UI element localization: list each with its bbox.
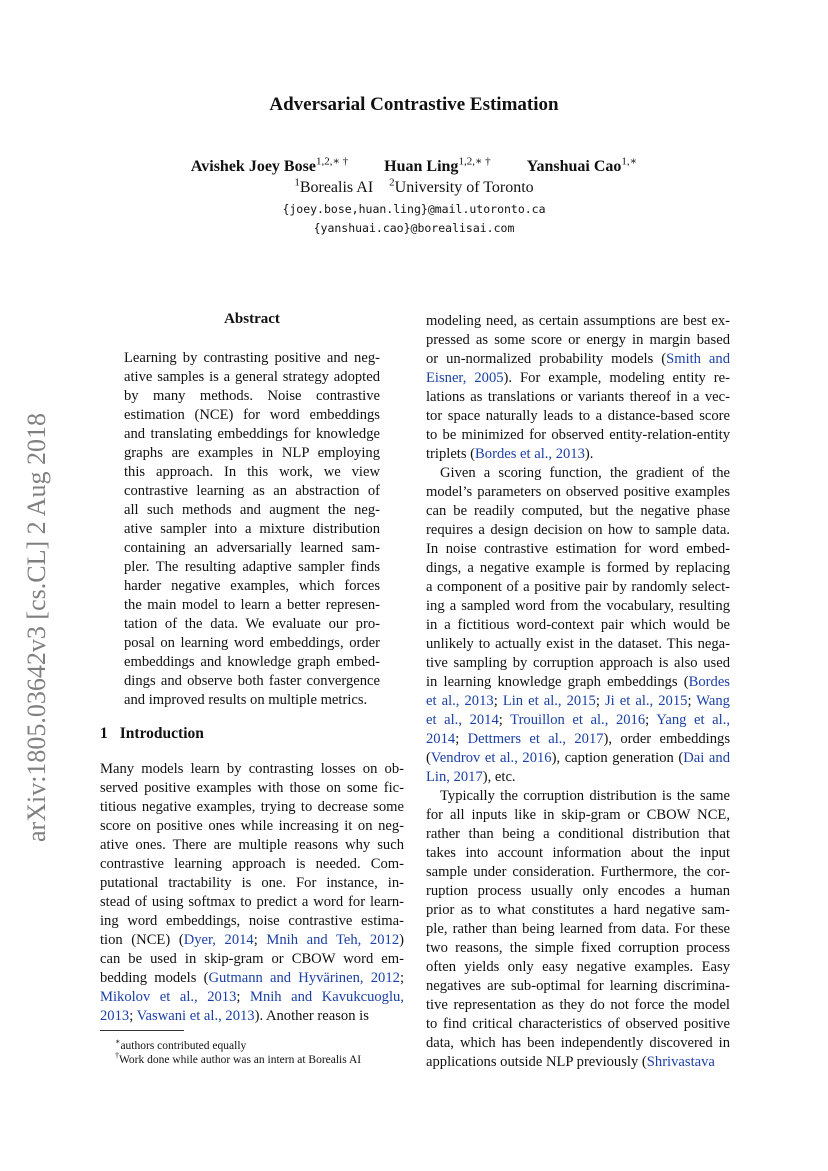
- text-line: harder negative examples, which forces: [124, 578, 380, 594]
- text-line: Lin, 2017), etc.: [426, 769, 516, 785]
- text-line: by many methods. Noise contrastive: [124, 388, 380, 404]
- text-line: graphs are examples in NLP employing: [124, 445, 380, 461]
- text-line: tor space naturally leads to a distance-based score: [426, 408, 730, 424]
- text-line: ative sampler into a mixture distribution: [124, 521, 380, 537]
- text-line: sample under consideration. Furthermore, the cor-: [426, 864, 730, 880]
- arxiv-identifier: arXiv:1805.03642v3 [cs.CL] 2 Aug 2018: [22, 413, 51, 842]
- text-line: score on positive ones while increasing it on neg-: [100, 818, 404, 834]
- citation-link[interactable]: Mnih and Kavukcuoglu,: [249, 989, 404, 1005]
- citation-link[interactable]: Dai and: [683, 750, 730, 766]
- email-line-2: {yanshuai.cao}@borealisai.com: [313, 221, 515, 235]
- text-line: negatives are sub-optimal for learning discrimina-: [426, 978, 730, 994]
- citation-link[interactable]: Ji et al., 2015: [604, 693, 688, 709]
- text-line: pler. The resulting adaptive sampler finds: [124, 559, 380, 575]
- text-line: requires a design decision on how to sample data.: [426, 522, 730, 538]
- text-line: stead of using softmax to predict a word for learn-: [100, 894, 404, 910]
- text-line: in a fictitious word-context pair which would be: [426, 617, 730, 633]
- author-list: [0, 155, 828, 176]
- text-line: ple, rather than being learned from data. For these: [426, 921, 730, 937]
- affiliation-2: $^2$University of Toronto: [389, 177, 534, 197]
- text-line: titious negative examples, trying to decrease some: [100, 799, 404, 815]
- text-line: or un-normalized probability models (Smith and: [426, 351, 731, 367]
- text-line: estimation (NCE) for word embeddings: [124, 407, 380, 423]
- text-line: this approach. In this work, we view: [124, 464, 380, 480]
- text-line: et al., 2014; Trouillon et al., 2016; Yang et al.,: [426, 712, 730, 728]
- abstract-body: [124, 349, 380, 710]
- citation-link[interactable]: Eisner, 2005: [426, 370, 504, 386]
- text-line: the main model to learn a better represen-: [124, 597, 380, 613]
- right-column-body: [426, 312, 730, 1072]
- text-line: all such methods and augment the neg-: [124, 502, 380, 518]
- text-line: (Vendrov et al., 2016), caption generation (Dai and: [426, 750, 730, 766]
- text-line: triplets (Bordes et al., 2013).: [426, 446, 594, 462]
- text-line: putational tractability is one. For instance, in-: [100, 875, 404, 891]
- text-line: two reasons, the simple fixed corruption process: [426, 940, 730, 956]
- text-line: contrastive learning as an abstraction of: [124, 483, 380, 499]
- citation-link[interactable]: Dyer, 2014: [183, 932, 254, 948]
- section-heading-introduction: [100, 725, 204, 743]
- author-1: Avishek Joey Bose$^{1,2,∗ \dagger}$: [190, 156, 349, 176]
- text-line: and improved results on multiple metrics.: [124, 692, 368, 708]
- citation-link[interactable]: Mikolov et al., 2013: [100, 989, 237, 1005]
- citation-link[interactable]: Vendrov et al., 2016: [430, 750, 552, 766]
- text-line: Eisner, 2005). For example, modeling entity re-: [426, 370, 730, 386]
- affiliation-1: $^1$Borealis AI: [294, 177, 374, 197]
- citation-link[interactable]: Smith and: [666, 351, 731, 367]
- footnote-2: †Work done while author was an intern at Borealis AI: [115, 1051, 362, 1066]
- text-line: often yields only easy negative examples. Easy: [426, 959, 730, 975]
- text-line: Given a scoring function, the gradient of the: [440, 465, 730, 481]
- text-line: Mikolov et al., 2013; Mnih and Kavukcuoglu,: [100, 989, 404, 1005]
- text-line: contrastive learning approach is needed. Com-: [100, 856, 404, 872]
- section-number: 1: [100, 725, 108, 742]
- citation-link[interactable]: Vaswani et al., 2013: [136, 1008, 255, 1024]
- text-line: et al., 2013; Lin et al., 2015; Ji et al., 2015; Wang: [426, 693, 730, 709]
- introduction-body: [100, 760, 404, 1026]
- citation-link[interactable]: Bordes: [688, 674, 730, 690]
- citation-link[interactable]: Trouillon et al., 2016: [510, 712, 646, 728]
- text-line: a component of a positive pair by randomly select-: [426, 579, 730, 595]
- text-line: rather than being a conditional distribution that: [426, 826, 730, 842]
- text-line: for all inputs like in skip-gram or CBOW NCE,: [426, 807, 730, 823]
- text-line: in learning knowledge graph embeddings (Bordes: [426, 674, 730, 690]
- citation-link[interactable]: Gutmann and Hyvärinen, 2012: [208, 970, 400, 986]
- text-line: to find critical characteristics of observed positive: [426, 1016, 730, 1032]
- citation-link[interactable]: Lin, 2017: [426, 769, 483, 785]
- citation-link[interactable]: 2014: [426, 731, 456, 747]
- citation-link[interactable]: Dettmers et al., 2017: [467, 731, 604, 747]
- citation-link[interactable]: Shrivastava: [646, 1054, 715, 1070]
- text-line: data, which has been independently discovered in: [426, 1035, 730, 1051]
- text-line: Typically the corruption distribution is the same: [440, 788, 730, 804]
- text-line: embeddings and knowledge graph embed-: [124, 654, 380, 670]
- text-line: tion (NCE) (Dyer, 2014; Mnih and Teh, 2012): [100, 932, 404, 948]
- author-3: Yanshuai Cao$^{1,∗}$: [526, 156, 638, 176]
- email-line-1: {joey.bose,huan.ling}@mail.utoronto.ca: [282, 202, 546, 216]
- text-line: containing an adversarially learned sam-: [124, 540, 380, 556]
- text-line: ruption process usually only encodes a human: [426, 883, 730, 899]
- text-line: to be minimized for observed entity-relation-entity: [426, 427, 730, 443]
- text-line: posal on learning word embeddings, order: [124, 635, 380, 651]
- affiliations: [0, 177, 828, 197]
- citation-link[interactable]: Bordes et al., 2013: [475, 446, 585, 462]
- citation-link[interactable]: Lin et al., 2015: [502, 693, 596, 709]
- text-line: can be used in skip-gram or CBOW word em-: [100, 951, 404, 967]
- text-line: 2014; Dettmers et al., 2017), order embeddings: [426, 731, 730, 747]
- text-line: model’s parameters on observed positive examples: [426, 484, 730, 500]
- citation-link[interactable]: Wang: [696, 693, 730, 709]
- text-line: tive sampling by corruption approach is also used: [426, 655, 730, 671]
- text-line: tation of the data. We evaluate our pro-: [124, 616, 380, 632]
- text-line: and translating embeddings for knowledge: [124, 426, 380, 442]
- text-line: can be readily computed, but the negative phase: [426, 503, 730, 519]
- paper-title: Adversarial Contrastive Estimation: [269, 94, 559, 115]
- text-line: ative ones. There are multiple reasons why such: [100, 837, 404, 853]
- citation-link[interactable]: et al., 2013: [426, 693, 494, 709]
- text-line: takes into account information about the input: [426, 845, 730, 861]
- citation-link[interactable]: Yang et al.,: [656, 712, 730, 728]
- citation-link[interactable]: et al., 2014: [426, 712, 499, 728]
- text-line: ative samples is a general strategy adopted: [124, 369, 380, 385]
- text-line: ing a sampled word from the vocabulary, resulting: [426, 598, 730, 614]
- abstract-heading: Abstract: [224, 311, 280, 327]
- text-line: dings and observe both faster convergence: [124, 673, 380, 689]
- text-line: lations as translations or variants thereof in a vec-: [426, 389, 730, 405]
- text-line: Many models learn by contrasting losses on ob-: [100, 761, 404, 777]
- author-2: Huan Ling$^{1,2,∗ \dagger}$: [384, 156, 491, 176]
- text-line: unlikely to actually exist in the dataset. This nega-: [426, 636, 730, 652]
- text-line: ing word embeddings, noise contrastive estima-: [100, 913, 404, 929]
- text-line: modeling need, as certain assumptions are best ex-: [426, 313, 730, 329]
- text-line: pressed as some score or energy in margin based: [426, 332, 730, 348]
- text-line: applications outside NLP previously (Shrivastava: [426, 1054, 715, 1070]
- text-line: 2013; Vaswani et al., 2013). Another reason is: [100, 1008, 369, 1024]
- citation-link[interactable]: 2013: [100, 1008, 130, 1024]
- citation-link[interactable]: Mnih and Teh, 2012: [266, 932, 400, 948]
- text-line: Learning by contrasting positive and neg-: [124, 350, 380, 366]
- text-line: In noise contrastive estimation for word embed-: [426, 541, 730, 557]
- footnote-rule: [100, 1030, 184, 1031]
- text-line: served positive examples with those on some fic-: [100, 780, 404, 796]
- footnote-1: ∗authors contributed equally: [115, 1037, 247, 1052]
- section-title: Introduction: [119, 725, 204, 742]
- text-line: prior as to what constitutes a hard negative sam-: [426, 902, 730, 918]
- text-line: tive representation as they do not force the model: [426, 997, 730, 1013]
- text-line: bedding models (Gutmann and Hyvärinen, 2012;: [100, 970, 404, 986]
- text-line: dings, a negative example is formed by replacing: [426, 560, 730, 576]
